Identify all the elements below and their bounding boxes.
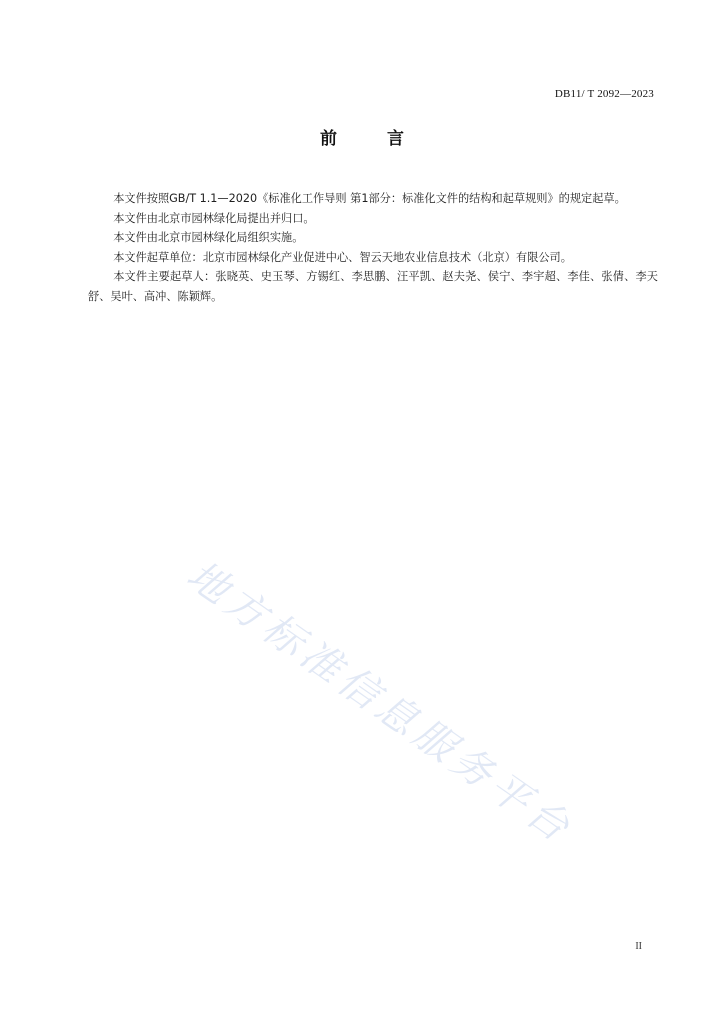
- paragraph-drafting-rules: 本文件按照GB/T 1.1—2020《标准化工作导则 第1部分：标准化文件的结构和起草规则》的规定起草。: [113, 192, 626, 205]
- paragraph-proposer: 本文件由北京市园林绿化局提出并归口。: [113, 211, 315, 225]
- paragraph-drafters: 本文件主要起草人：张晓英、史玉琴、方锡红、李思鹏、汪平凯、赵夫尧、侯宁、李宇超、李佳、张倩、李天舒、吴叶、高冲、陈颖辉。: [88, 270, 658, 303]
- page-title: 前 言: [320, 129, 426, 149]
- page-number: II: [635, 941, 642, 952]
- foreword-body: [88, 189, 658, 306]
- paragraph-drafting-units: 本文件起草单位：北京市园林绿化产业促进中心、智云天地农业信息技术（北京）有限公司。: [113, 250, 572, 264]
- paragraph-implementer: 本文件由北京市园林绿化局组织实施。: [113, 231, 304, 244]
- standard-code: DB11/ T 2092—2023: [554, 88, 654, 100]
- watermark: 地方标准信息服务平台: [178, 552, 582, 854]
